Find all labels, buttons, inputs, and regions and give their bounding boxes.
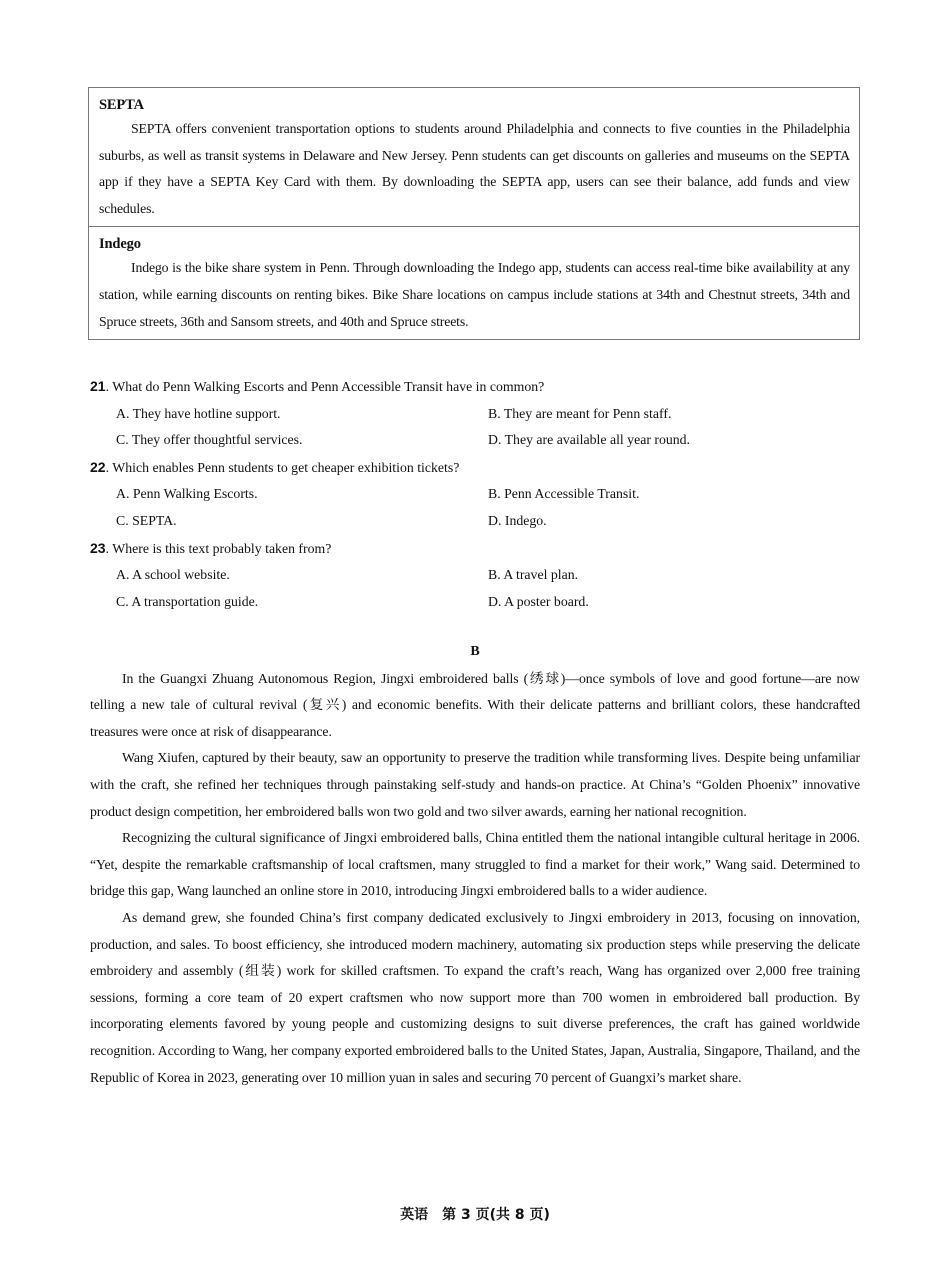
question-number: 21 [90, 378, 106, 394]
question-22 [90, 454, 860, 535]
option-d: D. A poster board. [488, 593, 589, 609]
question-stem: . Where is this text probably taken from? [105, 540, 332, 556]
option-b: B. They are meant for Penn staff. [488, 405, 672, 421]
row-text: Indego is the bike share system in Penn. Through downloading the Indego app, students can access real-time bike availability at any station, while earning discounts on renting bikes. Bike Share locations on campus include stations at 34th and Chestnut streets, 34th and Spruce streets, 36th and Sansom streets, and 40th and Spruce streets. [99, 260, 850, 329]
option-b: B. A travel plan. [488, 567, 579, 583]
paragraph: Recognizing the cultural significance of Jingxi embroidered balls, China entitled them the national intangible cultural heritage in 2006. “Yet, despite the remarkable craftsmanship of local craftsmen, many struggled to find a market for their work,” Wang said. Determined to bridge this gap, Wang launched an online store in 2010, introducing Jingxi embroidered balls to a wider audience. [90, 830, 860, 899]
question-number: 22 [90, 458, 106, 475]
question-number: 23 [90, 539, 106, 556]
option-d: D. Indego. [488, 512, 547, 528]
row-text: SEPTA offers convenient transportation options to students around Philadelphia and connects to five counties in the Philadelphia suburbs, as well as transit systems in Delaware and New Jersey. Penn students can get discounts on galleries and museums on the SEPTA app if they have a SEPTA Key Card with them. By downloading the SEPTA app, users can see their balance, add funds and view schedules. [99, 121, 850, 216]
paragraph: As demand grew, she founded China’s first company dedicated exclusively to Jingxi embroidery in 2013, focusing on innovation, production, and sales. To boost efficiency, she introduced modern machinery, automating six production steps while preserving the delicate embroidery and assembly (组装) work for skilled craftsmen. To expand the craft’s reach, Wang has organized over 2,000 free training sessions, forming a core team of 20 expert craftsmen who now support more than 700 women in embroidered ball production. By incorporating elements favored by young people and customizing designs to suit diverse preferences, the craft has gained worldwide recognition. According to Wang, her company exported embroidered balls to the United States, Japan, Australia, Singapore, Thailand, and the Republic of Korea in 2023, generating over 10 million yuan in sales and securing 70 percent of Guangxi’s market share. [90, 909, 860, 1085]
table-row-indego [89, 226, 859, 339]
table-row-septa [89, 88, 859, 226]
paragraph: In the Guangxi Zhuang Autonomous Region, Jingxi embroidered balls (绣球)—once symbols of love and good fortune—are now telling a new tale of cultural revival (复兴) and economic benefits. With their delicate patterns and brilliant colors, these handcrafted treasures were once at risk of disappearance. [90, 670, 860, 739]
question-21 [90, 373, 860, 454]
row-title: Indego [99, 236, 141, 253]
info-table [88, 87, 860, 340]
page-footer: 英语 第 3 页(共 8 页) [400, 1207, 550, 1223]
option-c: C. A transportation guide. [116, 593, 259, 609]
question-stem: . Which enables Penn students to get cheaper exhibition tickets? [105, 459, 460, 475]
questions [90, 373, 860, 615]
passage-b [90, 639, 860, 1091]
option-b: B. Penn Accessible Transit. [488, 486, 640, 502]
row-title: SEPTA [99, 97, 144, 113]
section-heading: B [470, 644, 480, 659]
question-23 [90, 535, 860, 616]
option-d: D. They are available all year round. [488, 432, 691, 448]
paragraph: Wang Xiufen, captured by their beauty, saw an opportunity to preserve the tradition while transforming lives. Despite being unfamiliar with the craft, she refined her techniques through painstaking self-study and hands-on practice. At China’s “Golden Phoenix” innovative product design competition, her embroidered balls won two gold and two silver awards, earning her national recognition. [90, 750, 860, 819]
option-a: A. Penn Walking Escorts. [116, 486, 258, 502]
option-c: C. They offer thoughtful services. [116, 432, 303, 448]
option-a: A. A school website. [116, 567, 230, 583]
option-a: A. They have hotline support. [116, 405, 281, 421]
question-stem: . What do Penn Walking Escorts and Penn Accessible Transit have in common? [105, 379, 545, 394]
option-c: C. SEPTA. [116, 512, 177, 528]
